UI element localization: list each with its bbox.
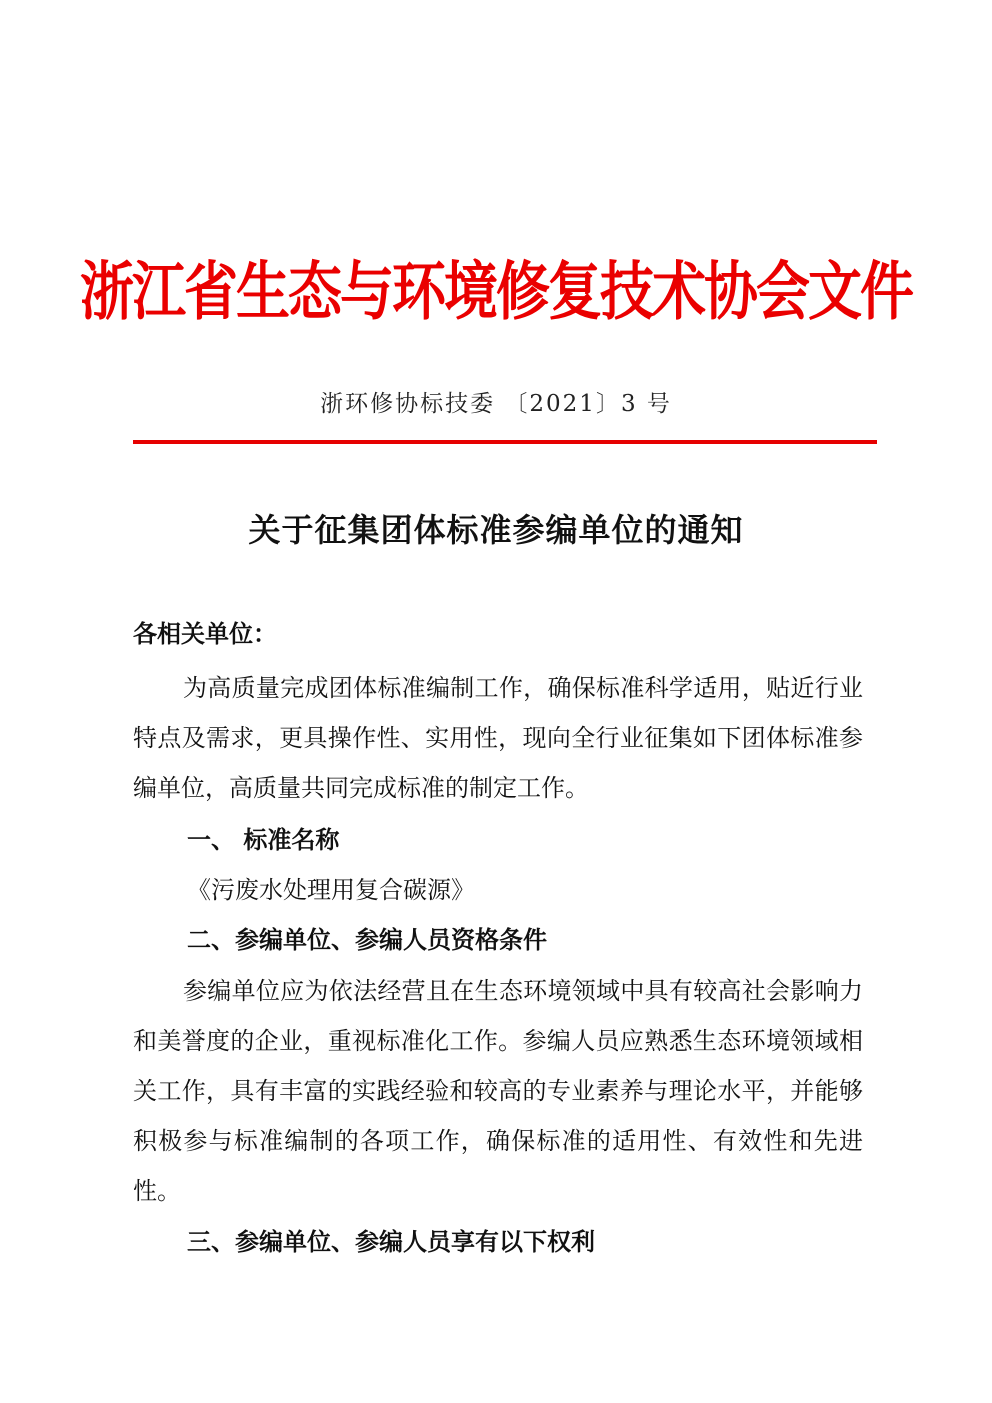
- section-1-heading: 一、 标准名称: [187, 825, 340, 854]
- notice-title: 关于征集团体标准参编单位的通知: [248, 511, 744, 549]
- standard-name: 《污废水处理用复合碳源》: [187, 876, 475, 904]
- red-divider-line: [133, 440, 877, 444]
- section-3-heading: 三、参编单位、参编人员享有以下权利: [187, 1227, 595, 1256]
- masthead-title: 浙江省生态与环境修复技术协会文件: [80, 254, 912, 329]
- qualification-paragraph: 参编单位应为依法经营且在生态环境领域中具有较高社会影响力和美誉度的企业，重视标准化工作。参编人员应熟悉生态环境领域相关工作，具有丰富的实践经验和较高的专业素养与理论水平，并能够积极参与标准编制的各项工作，确保标准的适用性、有效性和先进性。: [133, 977, 863, 1205]
- section-2-heading: 二、参编单位、参编人员资格条件: [187, 925, 547, 954]
- document-number: 浙环修协标技委 〔2021〕3 号: [320, 391, 672, 417]
- qualification-paragraph-block: [133, 966, 863, 1216]
- salutation: 各相关单位：: [133, 619, 277, 648]
- intro-paragraph-block: [133, 663, 863, 813]
- intro-paragraph: 为高质量完成团体标准编制工作，确保标准科学适用，贴近行业特点及需求，更具操作性、实用性，现向全行业征集如下团体标准参编单位，高质量共同完成标准的制定工作。: [133, 674, 863, 802]
